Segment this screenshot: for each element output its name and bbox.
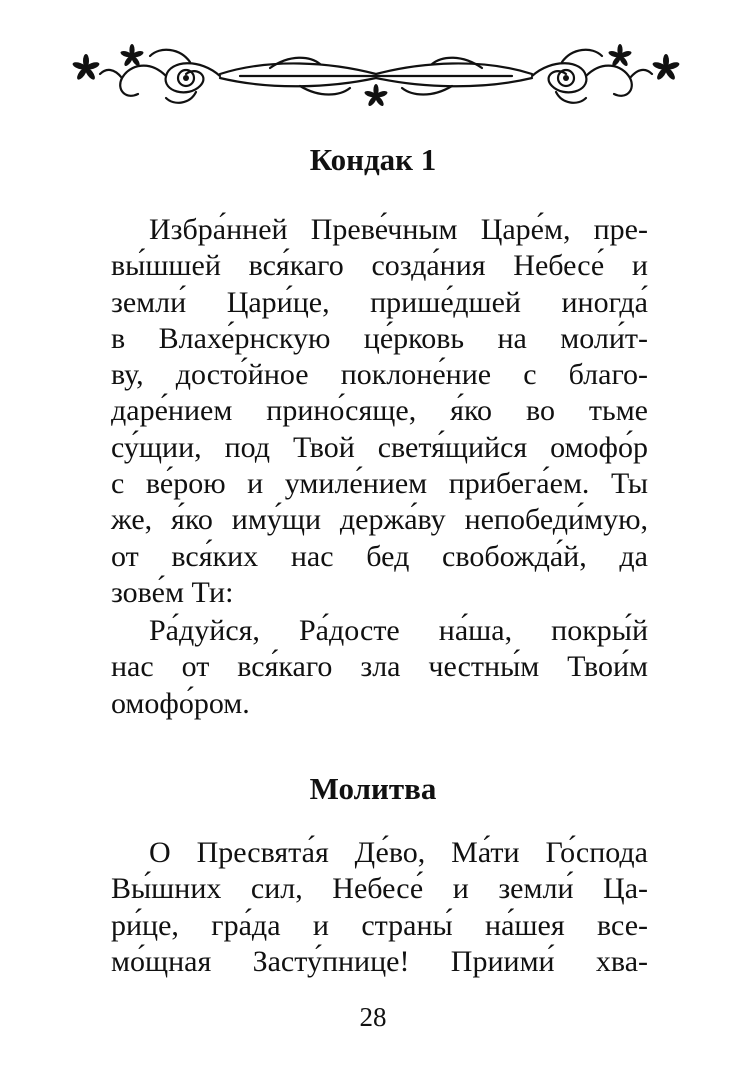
text-line: омофо́ром. — [111, 686, 250, 720]
kondak-text — [111, 212, 648, 611]
text-line: Вы́шних сил, Небесе́ и земли́ Ца- — [111, 872, 648, 906]
text-line: вы́шшей вся́каго созда́ния Небесе́ и — [111, 249, 648, 283]
text-line: зове́м Ти: — [111, 575, 234, 609]
prayer-text — [111, 835, 648, 980]
text-line: Избра́нней Преве́чным Царе́м, пре- — [149, 213, 648, 246]
kondak-heading: Кондак 1 — [309, 142, 437, 177]
text-line: с ве́рою и умиле́нием прибега́ем. Ты — [111, 467, 648, 501]
text-line: земли́ Цари́це, прише́дшей иногда́ — [111, 285, 648, 319]
text-line: мо́щная Засту́пнице! Приими́ хва- — [111, 944, 648, 978]
text-line: Ра́дуйся, Ра́досте на́ша, покры́й — [149, 614, 648, 647]
text-line: ри́це, гра́да и страны́ на́шея все- — [111, 908, 648, 942]
text-line: же, я́ко иму́щи держа́ву непобеди́мую, — [111, 503, 648, 537]
page-number: 28 — [359, 1002, 387, 1032]
prayer-heading: Молитва — [309, 771, 437, 806]
text-line: О Пресвята́я Де́во, Ма́ти Го́спода — [149, 836, 648, 869]
text-line: ву, досто́йное поклоне́ние с благо- — [111, 358, 648, 392]
text-line: даре́нием прино́сяще, я́ко во тьме — [111, 394, 648, 428]
text-line: су́щии, под Твой светя́щийся омофо́р — [111, 430, 648, 464]
text-line: от вся́ких нас бед свобожда́й, да — [111, 539, 648, 573]
floral-divider-icon — [70, 38, 682, 110]
kondak-refrain — [111, 613, 648, 722]
text-line: в Влахе́рнскую це́рковь на моли́т- — [111, 321, 648, 355]
text-line: нас от вся́каго зла честны́м Твои́м — [111, 650, 648, 684]
